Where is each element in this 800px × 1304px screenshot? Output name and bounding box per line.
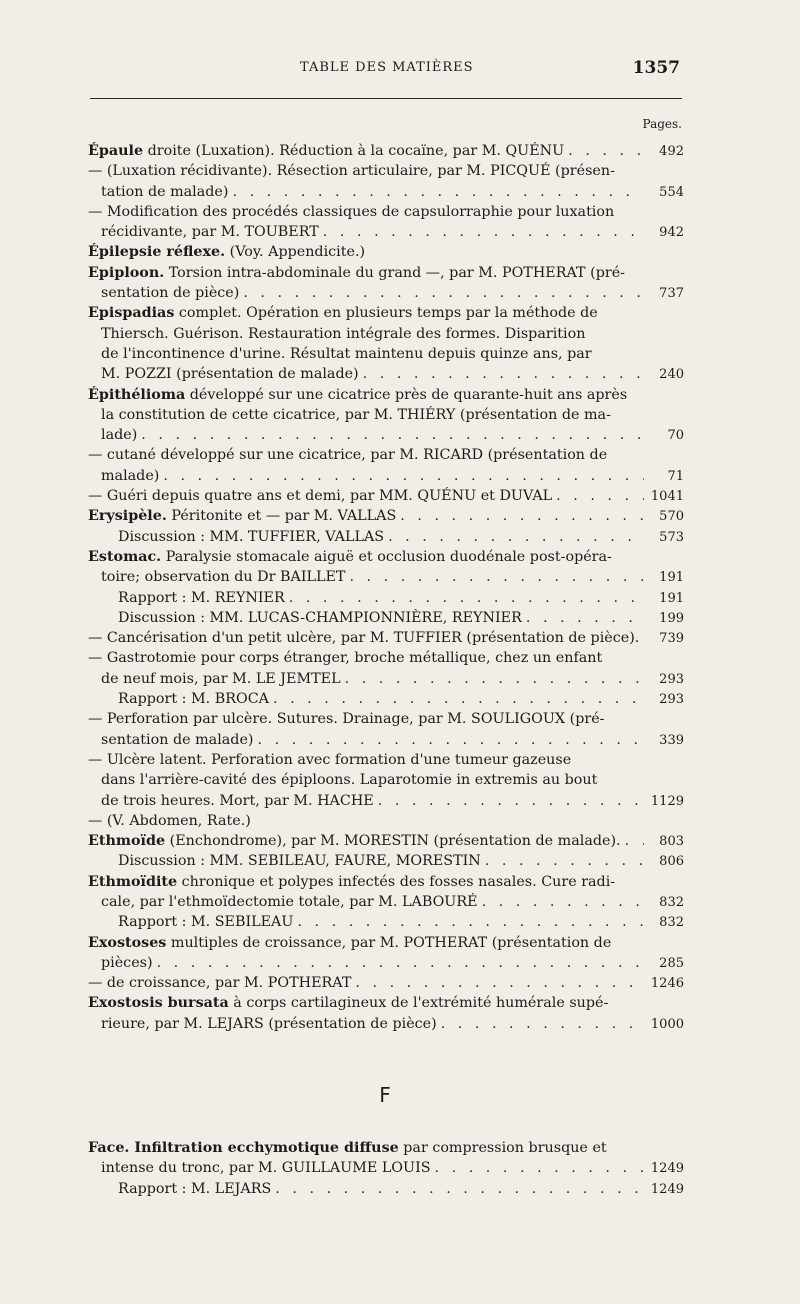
entry-text: Rapport : M. BROCA xyxy=(118,691,269,708)
leader-dots xyxy=(275,1179,644,1199)
entry-text: — Guéri depuis quatre ans et demi, par MM. QUÉNU et DUVAL xyxy=(88,488,553,505)
index-entry xyxy=(88,933,684,974)
entry-text: cale, par l'ethmoïdectomie totale, par M. LABOURÉ xyxy=(101,893,478,910)
entry-line xyxy=(88,831,684,851)
entry-line xyxy=(88,425,684,445)
entry-line xyxy=(88,770,684,790)
entry-text: Rapport : M. REYNIER xyxy=(118,589,285,606)
index-entry xyxy=(88,973,684,993)
entry-line xyxy=(88,750,684,770)
running-head xyxy=(90,58,690,82)
page-reference: 1246 xyxy=(650,976,684,992)
leader-dots xyxy=(323,222,644,242)
page-reference: 570 xyxy=(659,509,684,525)
index-entry xyxy=(88,547,684,588)
page-reference: 293 xyxy=(659,692,684,708)
entry-text: Ethmoïdite chronique et polypes infectés des fosses nasales. Cure radi- xyxy=(88,873,616,890)
leader-dots xyxy=(643,628,644,648)
entry-text: Estomac. Paralysie stomacale aiguë et occlusion duodénale post-opéra- xyxy=(88,548,612,565)
entry-text: rieure, par M. LEJARS (présentation de pièce) xyxy=(101,1015,437,1032)
index-entry xyxy=(88,242,684,262)
entry-text: Epiploon. Torsion intra-abdominale du grand —, par M. POTHERAT (pré- xyxy=(88,264,625,281)
entry-text: Exostoses multiples de croissance, par M. POTHERAT (présentation de xyxy=(88,934,612,951)
leader-dots xyxy=(526,608,644,628)
entry-text: Epispadias complet. Opération en plusieurs temps par la méthode de xyxy=(88,305,598,322)
entry-text: dans l'arrière-cavité des épiploons. Laparotomie in extremis au bout xyxy=(101,772,598,789)
index-entry xyxy=(88,628,684,648)
entry-text: lade) xyxy=(101,427,138,444)
entry-text: la constitution de cette cicatrice, par M. THIÉRY (présentation de ma- xyxy=(101,406,611,423)
entry-text: — Modification des procédés classiques de capsulorraphie pour luxation xyxy=(88,203,615,220)
entry-line xyxy=(88,628,684,648)
entry-line xyxy=(88,405,684,425)
leader-dots xyxy=(297,912,644,932)
index-entry xyxy=(88,1138,684,1179)
page-reference: 832 xyxy=(659,915,684,931)
leader-dots xyxy=(400,506,644,526)
entry-line xyxy=(88,364,684,384)
leader-dots xyxy=(363,364,644,384)
leader-dots xyxy=(388,527,644,547)
entry-line xyxy=(88,527,684,547)
entry-line xyxy=(88,385,684,405)
index-entry xyxy=(88,851,684,871)
leader-dots xyxy=(568,141,644,161)
entry-line xyxy=(88,547,684,567)
entry-text: Épilepsie réflexe. (Voy. Appendicite.) xyxy=(88,244,366,261)
page-reference: 1000 xyxy=(650,1016,684,1032)
entry-line xyxy=(88,344,684,364)
entry-text: tation de malade) xyxy=(101,183,229,200)
index-entries-e xyxy=(88,141,684,1034)
index-entry xyxy=(88,486,684,506)
leader-dots xyxy=(485,851,644,871)
entry-text: de trois heures. Mort, par M. HACHE xyxy=(101,792,374,809)
index-entry xyxy=(88,608,684,628)
entry-line xyxy=(88,933,684,953)
entry-line xyxy=(88,324,684,344)
page-reference: 739 xyxy=(659,631,684,647)
page-reference: 803 xyxy=(659,834,684,850)
entry-text: Erysipèle. Péritonite et — par M. VALLAS xyxy=(88,508,397,525)
page-reference: 806 xyxy=(659,854,684,870)
page-reference: 285 xyxy=(659,955,684,971)
leader-dots xyxy=(257,730,644,750)
leader-dots xyxy=(289,588,644,608)
entry-line xyxy=(88,1138,684,1158)
entry-line xyxy=(88,851,684,871)
entry-text: Discussion : MM. TUFFIER, VALLAS xyxy=(118,528,385,545)
entry-line xyxy=(88,669,684,689)
entry-text: — de croissance, par M. POTHERAT xyxy=(88,975,352,992)
entry-line xyxy=(88,588,684,608)
page-reference: 191 xyxy=(659,570,684,586)
index-entry xyxy=(88,811,684,831)
page-reference: 573 xyxy=(659,529,684,545)
index-entry xyxy=(88,689,684,709)
entry-line xyxy=(88,811,684,831)
entry-line xyxy=(88,892,684,912)
page-reference: 1249 xyxy=(650,1181,684,1197)
page-reference: 70 xyxy=(667,428,684,444)
entry-line xyxy=(88,222,684,242)
entry-text: Rapport : M. LEJARS xyxy=(118,1180,272,1197)
entry-text: Discussion : MM. LUCAS-CHAMPIONNIÈRE, REYNIER xyxy=(118,609,522,626)
index-entry xyxy=(88,831,684,851)
entry-line xyxy=(88,1179,684,1199)
index-entry xyxy=(88,588,684,608)
index-entry xyxy=(88,709,684,750)
leader-dots xyxy=(556,486,644,506)
page-reference: 1249 xyxy=(650,1161,684,1177)
entry-text: Exostosis bursata à corps cartilagineux de l'extrémité humérale supé- xyxy=(88,995,609,1012)
entry-text: de neuf mois, par M. LE JEMTEL xyxy=(101,670,341,687)
index-entry xyxy=(88,750,684,811)
entry-line xyxy=(88,973,684,993)
page-reference: 339 xyxy=(659,732,684,748)
entry-line xyxy=(88,709,684,729)
entry-line xyxy=(88,283,684,303)
page-reference: 492 xyxy=(659,144,684,159)
index-entries-f xyxy=(88,1138,684,1199)
entry-text: pièces) xyxy=(101,954,153,971)
entry-line xyxy=(88,486,684,506)
header-rule xyxy=(90,98,682,99)
entry-line xyxy=(88,263,684,283)
index-entry xyxy=(88,141,684,161)
page-reference: 191 xyxy=(659,590,684,606)
page-reference: 240 xyxy=(659,367,684,383)
leader-dots xyxy=(625,831,644,851)
entry-text: — Perforation par ulcère. Sutures. Drainage, par M. SOULIGOUX (pré- xyxy=(88,711,605,728)
pages-column-label: Pages. xyxy=(642,117,682,131)
page-reference: 199 xyxy=(659,610,684,626)
entry-line xyxy=(88,445,684,465)
index-entry xyxy=(88,303,684,384)
index-entry xyxy=(88,385,684,446)
leader-dots xyxy=(435,1158,644,1178)
entry-text: — Cancérisation d'un petit ulcère, par M. TUFFIER (présentation de pièce). xyxy=(88,630,640,647)
entry-text: Épaule droite (Luxation). Réduction à la cocaïne, par M. QUÉNU xyxy=(88,143,565,159)
entry-line xyxy=(88,161,684,181)
entry-text: sentation de malade) xyxy=(101,731,254,748)
entry-text: Thiersch. Guérison. Restauration intégrale des formes. Disparition xyxy=(101,325,586,342)
entry-line xyxy=(88,689,684,709)
entry-text: Ethmoïde (Enchondrome), par M. MORESTIN (présentation de malade). xyxy=(88,833,621,850)
entry-line xyxy=(88,648,684,668)
index-entry xyxy=(88,912,684,932)
entry-line xyxy=(88,872,684,892)
entry-line xyxy=(88,953,684,973)
entry-text: toire; observation du Dr BAILLET xyxy=(101,569,346,586)
index-entry xyxy=(88,445,684,486)
entry-text: Rapport : M. SEBILEAU xyxy=(118,914,294,931)
leader-dots xyxy=(273,689,644,709)
entry-line xyxy=(88,1014,684,1034)
entry-line xyxy=(88,608,684,628)
entry-line xyxy=(88,791,684,811)
entry-text: — (V. Abdomen, Rate.) xyxy=(88,812,251,829)
index-entry xyxy=(88,1179,684,1199)
entry-line xyxy=(88,730,684,750)
entry-text: — cutané développé sur une cicatrice, par M. RICARD (présentation de xyxy=(88,447,608,464)
entry-text: Face. Infiltration ecchymotique diffuse par compression brusque et xyxy=(88,1140,607,1156)
entry-line xyxy=(88,912,684,932)
page-reference: 737 xyxy=(659,286,684,302)
entry-text: intense du tronc, par M. GUILLAUME LOUIS xyxy=(101,1160,431,1177)
entry-line xyxy=(88,202,684,222)
leader-dots xyxy=(482,892,644,912)
page-number: 1357 xyxy=(632,58,680,78)
entry-line xyxy=(88,466,684,486)
page-reference: 1041 xyxy=(650,489,684,505)
leader-dots xyxy=(378,791,644,811)
entry-line xyxy=(88,242,684,262)
leader-dots xyxy=(157,953,644,973)
index-entry xyxy=(88,161,684,202)
index-entry xyxy=(88,202,684,243)
entry-text: de l'incontinence d'urine. Résultat maintenu depuis quinze ans, par xyxy=(101,345,592,362)
entry-text: sentation de pièce) xyxy=(101,285,240,302)
index-entry xyxy=(88,872,684,913)
entry-text: — (Luxation récidivante). Résection articulaire, par M. PICQUÉ (présen- xyxy=(88,163,615,180)
index-entry xyxy=(88,506,684,526)
entry-line xyxy=(88,1158,684,1178)
index-entry xyxy=(88,527,684,547)
entry-line xyxy=(88,303,684,323)
entry-text: Épithélioma développé sur une cicatrice près de quarante-huit ans après xyxy=(88,386,628,403)
leader-dots xyxy=(163,466,644,486)
page-reference: 942 xyxy=(659,225,684,241)
page-reference: 1129 xyxy=(650,793,684,809)
index-entry xyxy=(88,993,684,1034)
entry-text: Discussion : MM. SEBILEAU, FAURE, MORESTIN xyxy=(118,853,481,870)
entry-line xyxy=(88,141,684,161)
page-reference: 554 xyxy=(659,184,684,200)
leader-dots xyxy=(345,669,644,689)
entry-line xyxy=(88,506,684,526)
entry-text: — Ulcère latent. Perforation avec formation d'une tumeur gazeuse xyxy=(88,751,572,768)
entry-text: — Gastrotomie pour corps étranger, broche métallique, chez un enfant xyxy=(88,650,603,667)
entry-text: M. POZZI (présentation de malade) xyxy=(101,366,359,383)
leader-dots xyxy=(441,1014,644,1034)
entry-line xyxy=(88,567,684,587)
running-title: TABLE DES MATIÈRES xyxy=(300,60,474,75)
page-reference: 71 xyxy=(667,468,684,484)
leader-dots xyxy=(141,425,644,445)
leader-dots xyxy=(243,283,644,303)
index-entry xyxy=(88,648,684,689)
page-reference: 293 xyxy=(659,671,684,687)
entry-line xyxy=(88,993,684,1013)
entry-line xyxy=(88,182,684,202)
leader-dots xyxy=(232,182,644,202)
entry-text: malade) xyxy=(101,467,160,484)
page-reference: 832 xyxy=(659,894,684,910)
leader-dots xyxy=(349,567,644,587)
leader-dots xyxy=(355,973,644,993)
index-entry xyxy=(88,263,684,304)
section-letter: F xyxy=(379,1083,391,1107)
entry-text: récidivante, par M. TOUBERT xyxy=(101,224,319,241)
